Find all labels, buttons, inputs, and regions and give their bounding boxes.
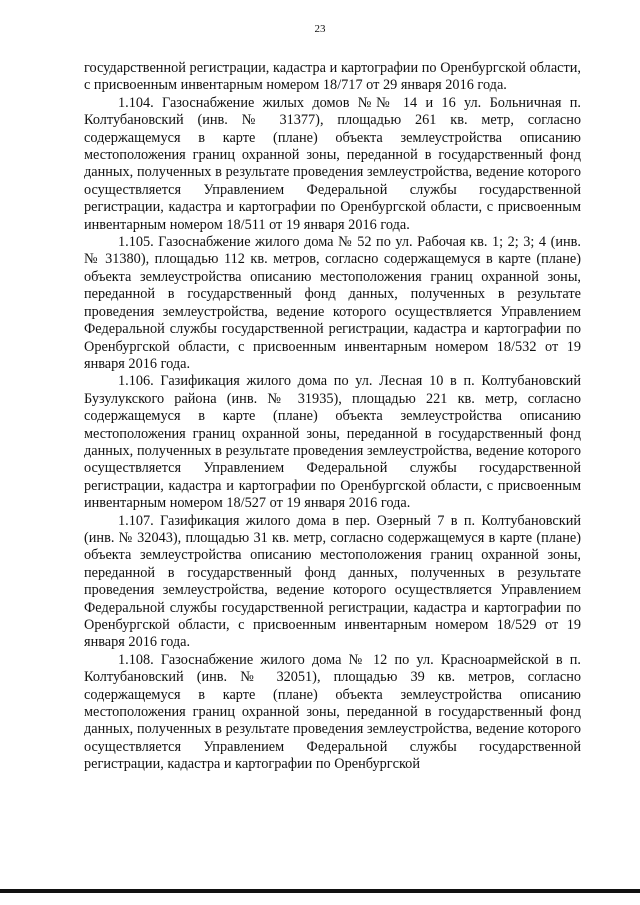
paragraph-item-1-108: 1.108. Газоснабжение жилого дома № 12 по ул. Красноармейской в п. Колтубановский (инв. № 32051), площадью 39 кв. метров, согласно содержащемуся в карте (плане) объекта землеустройства описанию местоположения границ охранной зоны, переданной в государственный фонд данных, полученных в результате проведения землеустройства, ведение которого осуществляется Управлением Федеральной службы государственной регистрации, кадастра и картографии по Оренбургской [84, 651, 581, 773]
paragraph-item-1-104: 1.104. Газоснабжение жилых домов №№ 14 и 16 ул. Больничная п. Колтубановский (инв. № 31377), площадью 261 кв. метр, согласно содержащемуся в карте (плане) объекта землеустройства описанию местоположения границ охранной зоны, переданной в государственный фонд данных, полученных в результате проведения землеустройства, ведение которого осуществляется Управлением Федеральной службы государственной регистрации, кадастра и картографии по Оренбургской области, с присвоенным инвентарным номером 18/511 от 19 января 2016 года. [84, 94, 581, 233]
paragraph-continuation: государственной регистрации, кадастра и картографии по Оренбургской области, с присвоенным инвентарным номером 18/717 от 29 января 2016 года. [84, 60, 581, 94]
paragraph-item-1-106: 1.106. Газификация жилого дома по ул. Лесная 10 в п. Колтубановский Бузулукского района (инв. № 31935), площадью 221 кв. метр, согласно содержащемуся в карте (плане) объекта землеустройства описанию местоположения границ охранной зоны, переданной в государственный фонд данных, полученных в результате проведения землеустройства, ведение которого осуществляется Управлением Федеральной службы государственной регистрации, кадастра и картографии по Оренбургской области, с присвоенным инвентарным номером 18/527 от 19 января 2016 года. [84, 373, 581, 512]
paragraph-item-1-107: 1.107. Газификация жилого дома в пер. Озерный 7 в п. Колтубановский (инв. № 32043), площадью 31 кв. метр, согласно содержащемуся в карте (плане) объекта землеустройства описанию местоположения границ охранной зоны, переданной в государственный фонд данных, полученных в результате проведения землеустройства, ведение которого осуществляется Управлением Федеральной службы государственной регистрации, кадастра и картографии по Оренбургской области, с присвоенным инвентарным номером 18/529 от 19 января 2016 года. [84, 512, 581, 651]
paragraph-item-1-105: 1.105. Газоснабжение жилого дома № 52 по ул. Рабочая кв. 1; 2; 3; 4 (инв. № 31380), площадью 112 кв. метров, согласно содержащемуся в карте (плане) объекта землеустройства описанию местоположения границ охранной зоны, переданной в государственный фонд данных, полученных в результате проведения землеустройства, ведение которого осуществляется Управлением Федеральной службы государственной регистрации, кадастра и картографии по Оренбургской области, с присвоенным инвентарным номером 18/532 от 19 января 2016 года. [84, 234, 581, 372]
page-number: 23 [314, 23, 326, 35]
document-body [84, 60, 581, 774]
bottom-rule [0, 889, 640, 893]
